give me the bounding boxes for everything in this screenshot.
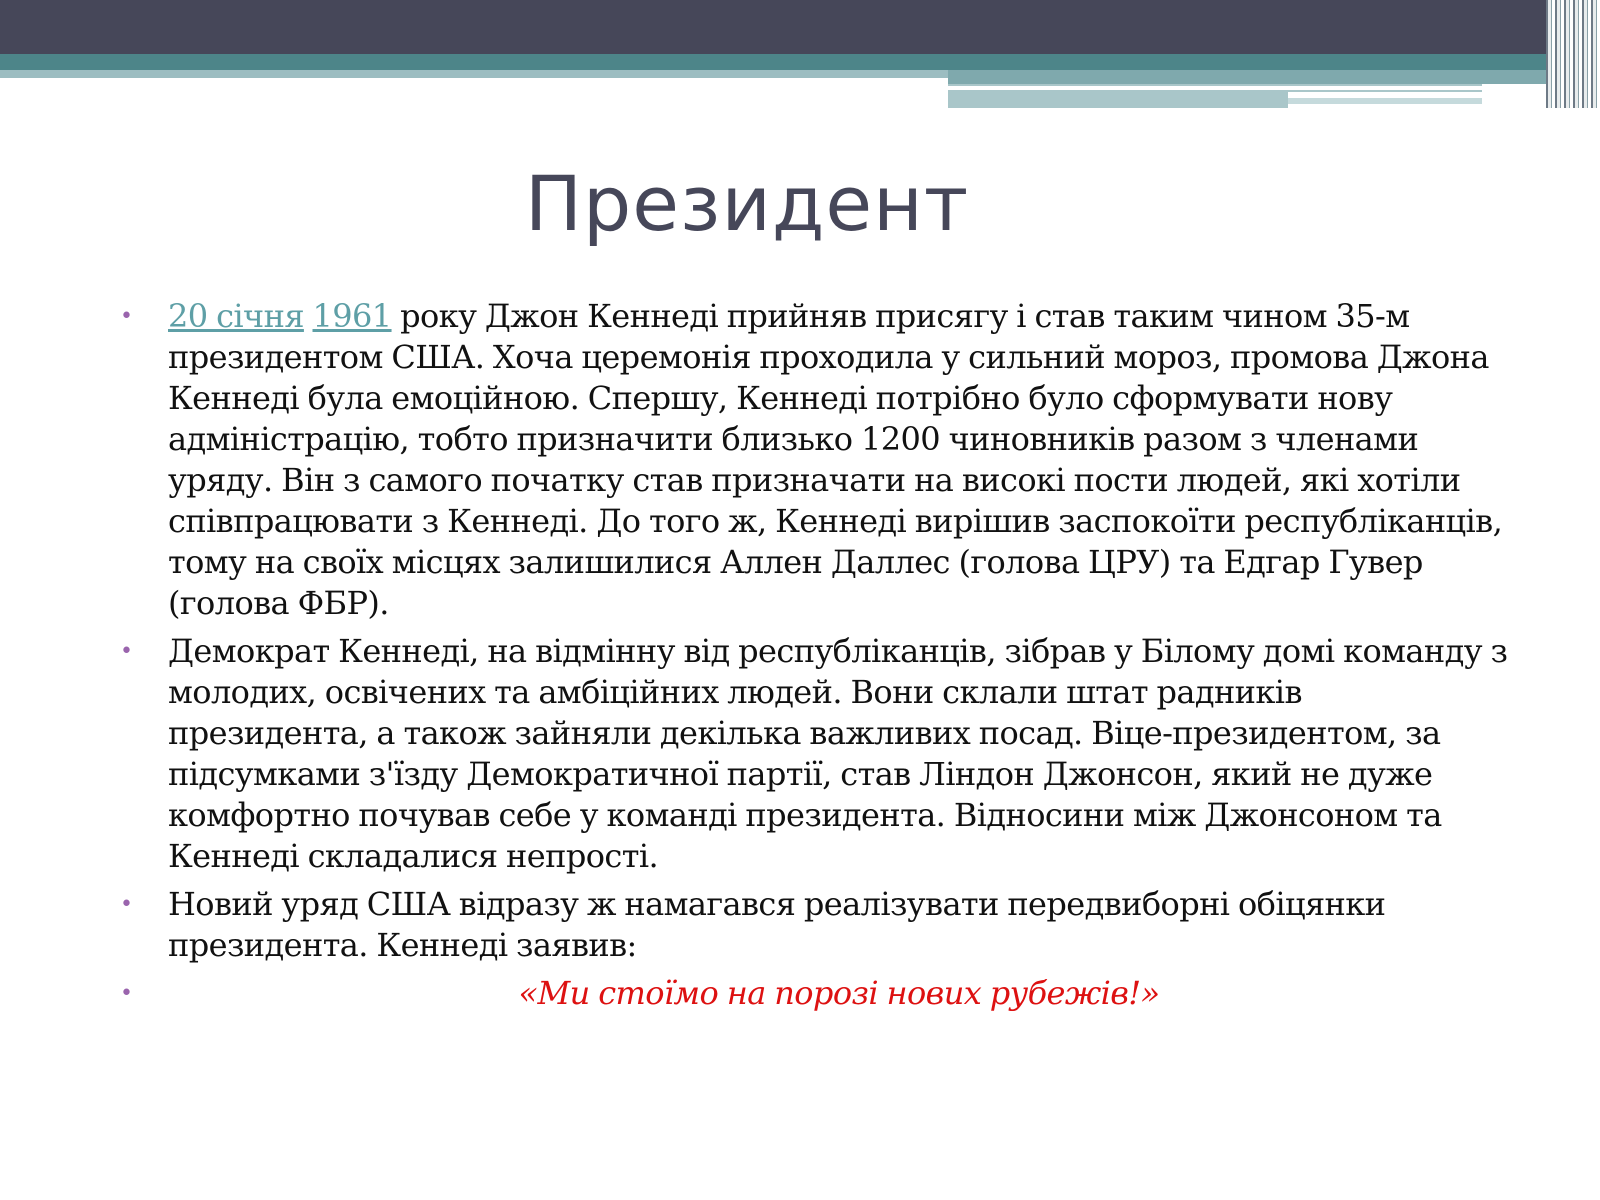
- slide-title: Президент: [524, 159, 970, 248]
- bullet-text-1: року Джон Кеннеді прийняв присягу і став таким чином 35-м президентом США. Хоча церемонія проходила у сильний мороз, промова Джона Кеннеді була емоційною. Спершу, Кеннеді потрібно було сформувати нову адміністрацію, тобто призначити близько 1200 чиновників разом з членами уряду. Він з самого початку став призначати на високі пости людей, які хотіли співпрацювати з Кеннеді. До того ж, Кеннеді вирішив заспокоїти республіканців, тому на своїх місцях залишилися Аллен Даллес (голова ЦРУ) та Едгар Гувер (голова ФБР).: [168, 297, 1503, 622]
- kennedy-quote: «Ми стоїмо на порозі нових рубежів!»: [518, 974, 1160, 1012]
- bullet-icon: •: [120, 892, 133, 917]
- bullet-item-3: [120, 884, 1510, 966]
- bullet-text-3: Новий уряд США відразу ж намагався реалізувати передвиборні обіцянки президента. Кеннеді заявив:: [168, 885, 1386, 964]
- header-band-light-left: [0, 70, 948, 78]
- header-band-pale-3: [1288, 98, 1482, 104]
- bullet-item-4: [120, 973, 1510, 1014]
- header-stripes-decoration: [1546, 0, 1600, 108]
- header-band-pale-2: [948, 92, 1288, 108]
- bullet-icon: •: [120, 981, 133, 1006]
- bullet-item-2: [120, 631, 1510, 877]
- date-link[interactable]: 20 січня: [168, 297, 304, 335]
- slide-content: [120, 296, 1510, 1021]
- year-link[interactable]: 1961: [312, 297, 392, 335]
- header-band-teal: [0, 54, 1600, 70]
- bullet-text-2: Демократ Кеннеді, на відмінну від республіканців, зібрав у Білому домі команду з молодих, освічених та амбіційних людей. Вони склали штат радників президента, а також зайняли декілька важливих посад. Віце-президентом, за підсумками з'їзду Демократичної партії, став Ліндон Джонсон, який не дуже комфортно почував себе у команді президента. Відносини між Джонсоном та Кеннеді складалися непрості.: [168, 632, 1508, 875]
- header-band-dark: [0, 0, 1600, 54]
- header-band-light-right: [948, 70, 1600, 84]
- bullet-item-1: [120, 296, 1510, 624]
- bullet-icon: •: [120, 304, 133, 329]
- bullet-icon: •: [120, 639, 133, 664]
- header-band-white-line: [948, 86, 1482, 90]
